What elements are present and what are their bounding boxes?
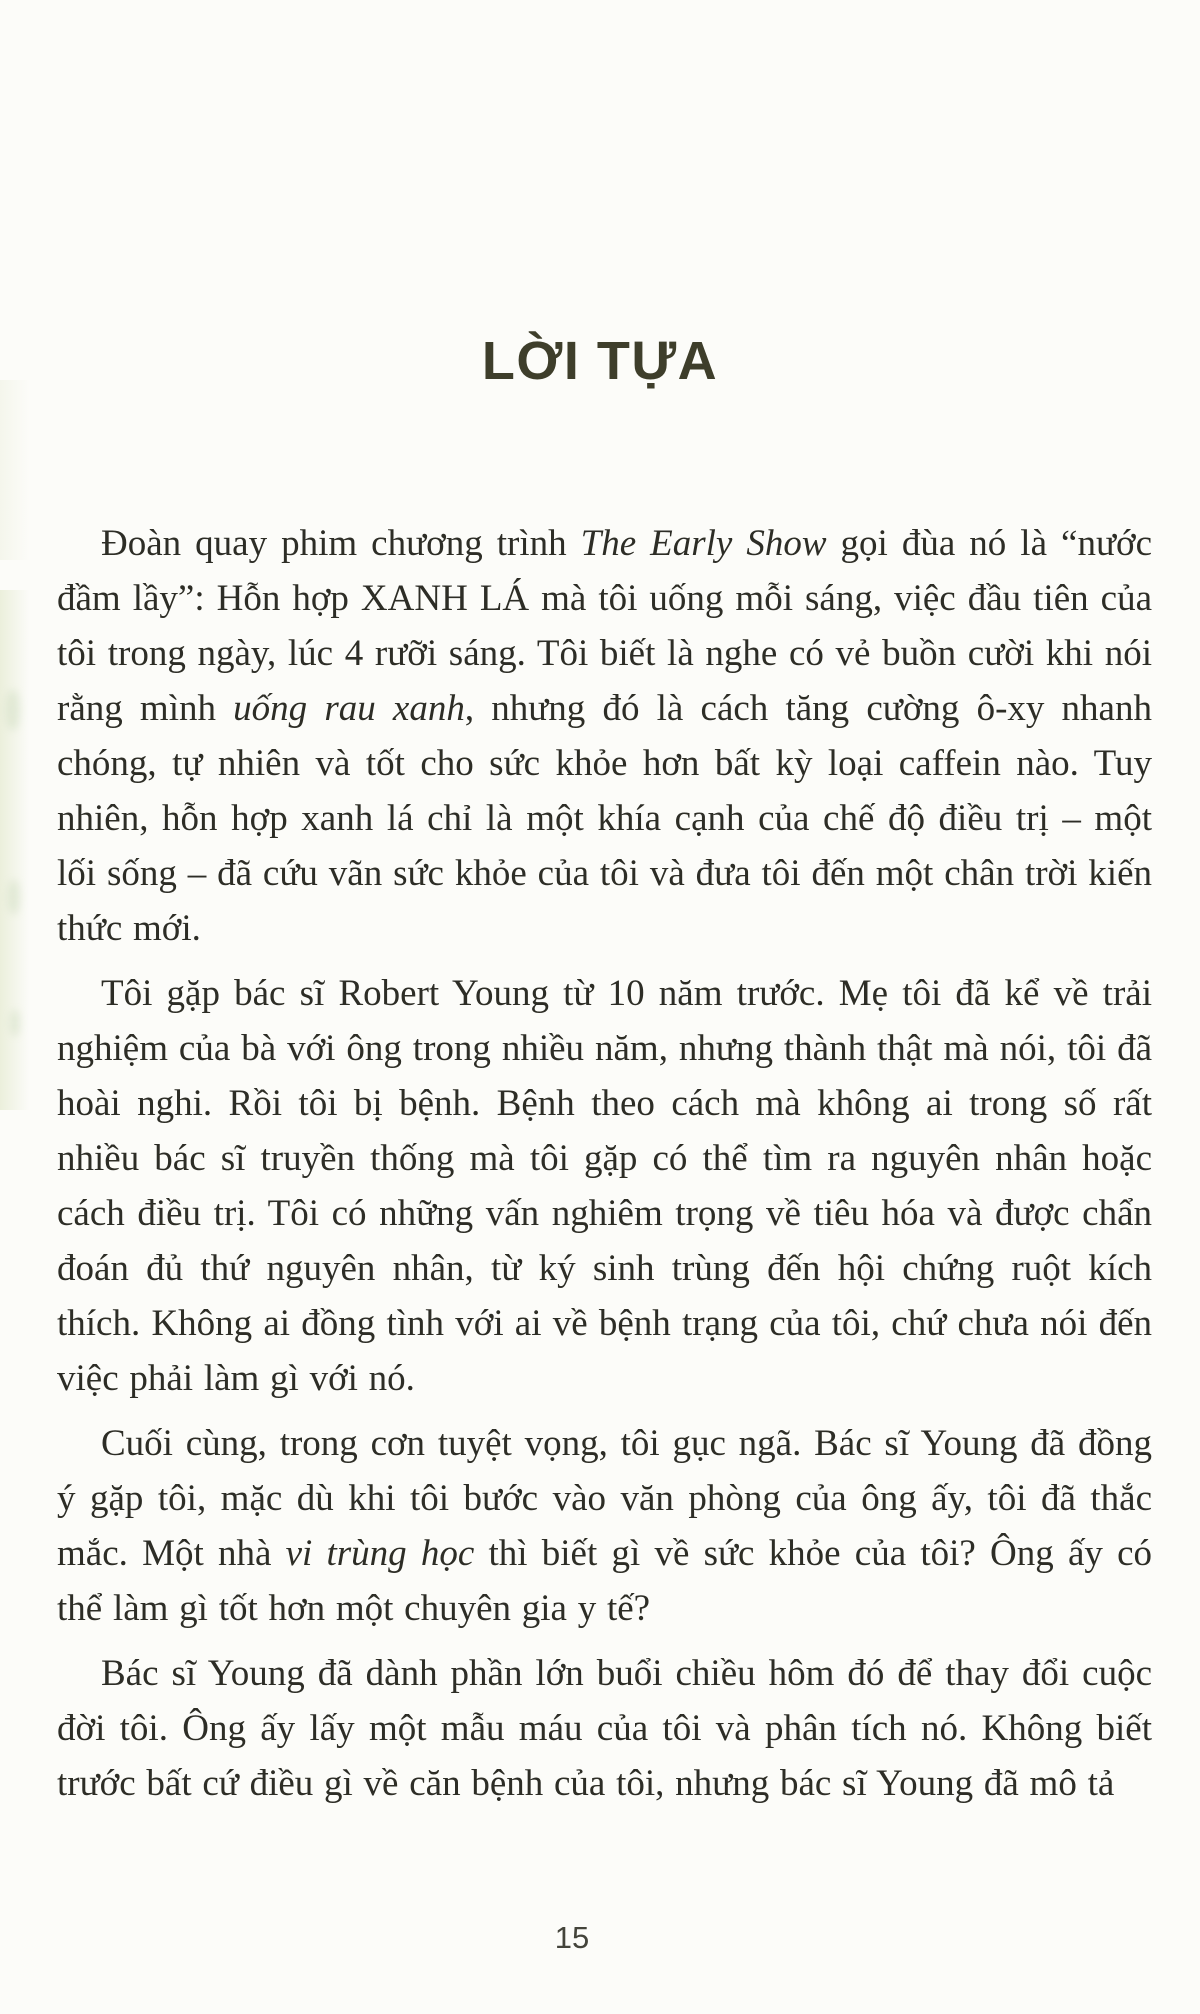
paragraph xyxy=(57,1646,1152,1811)
text-run: Cuối cùng, trong cơn tuyệt vọng, tôi gục ngã. Bác sĩ Young đã đồng ý gặp tôi, mặc dù khi tôi bước vào văn phòng của ông ấy, tôi đã thắc mắc. Một nhà xyxy=(57,1423,1152,1574)
italic-text-run: The Early Show xyxy=(580,523,827,564)
show-through-artifact xyxy=(10,1010,20,1036)
text-run: Đoàn quay phim chương trình xyxy=(101,523,581,564)
text-run: thì biết gì về sức khỏe của tôi? Ông ấy có thể làm gì tốt hơn một chuyên gia y tế? xyxy=(57,1533,1152,1629)
italic-text-run: uống rau xanh xyxy=(233,688,465,729)
paragraph xyxy=(57,516,1152,956)
page-number: 15 xyxy=(554,1920,590,1955)
italic-text-run: vi trùng học xyxy=(285,1533,475,1574)
text-run: Bác sĩ Young đã dành phần lớn buổi chiều hôm đó để thay đổi cuộc đời tôi. Ông ấy lấy một mẫu máu của tôi và phân tích nó. Không biết trước bất cứ điều gì về căn bệnh của tôi, nhưng bác sĩ Young đã mô tả xyxy=(57,1653,1152,1804)
paragraph xyxy=(57,966,1152,1406)
show-through-artifact xyxy=(6,690,20,730)
text-run: , nhưng đó là cách tăng cường ô-xy nhanh chóng, tự nhiên và tốt cho sức khỏe hơn bất kỳ loại caffein nào. Tuy nhiên, hỗn hợp xanh lá chỉ là một khía cạnh của chế độ điều trị – một lối sống – đã cứu vãn sức khỏe của tôi và đưa tôi đến một chân trời kiến thức mới. xyxy=(57,688,1152,949)
text-run: Tôi gặp bác sĩ Robert Young từ 10 năm trước. Mẹ tôi đã kể về trải nghiệm của bà với ông trong nhiều năm, nhưng thành thật mà nói, tôi đã hoài nghi. Rồi tôi bị bệnh. Bệnh theo cách mà không ai trong số rất nhiều bác sĩ truyền thống mà tôi gặp có thể tìm ra nguyên nhân hoặc cách điều trị. Tôi có những vấn nghiêm trọng về tiêu hóa và được chẩn đoán đủ thứ nguyên nhân, từ ký sinh trùng đến hội chứng ruột kích thích. Không ai đồng tình với ai về bệnh trạng của tôi, chứ chưa nói đến việc phải làm gì với nó. xyxy=(57,973,1152,1399)
page-title: LỜI TỰA xyxy=(481,331,719,391)
show-through-artifact xyxy=(0,590,30,1110)
text-run: gọi đùa nó là “nước đầm lầy”: Hỗn hợp XANH LÁ mà tôi uống mỗi sáng, việc đầu tiên của tôi trong ngày, lúc 4 rưỡi sáng. Tôi biết là nghe có vẻ buồn cười khi nói rằng mình xyxy=(57,523,1152,729)
show-through-artifact xyxy=(8,880,20,914)
body-text xyxy=(57,516,1152,1821)
paragraph xyxy=(57,1416,1152,1636)
show-through-artifact xyxy=(0,380,30,560)
